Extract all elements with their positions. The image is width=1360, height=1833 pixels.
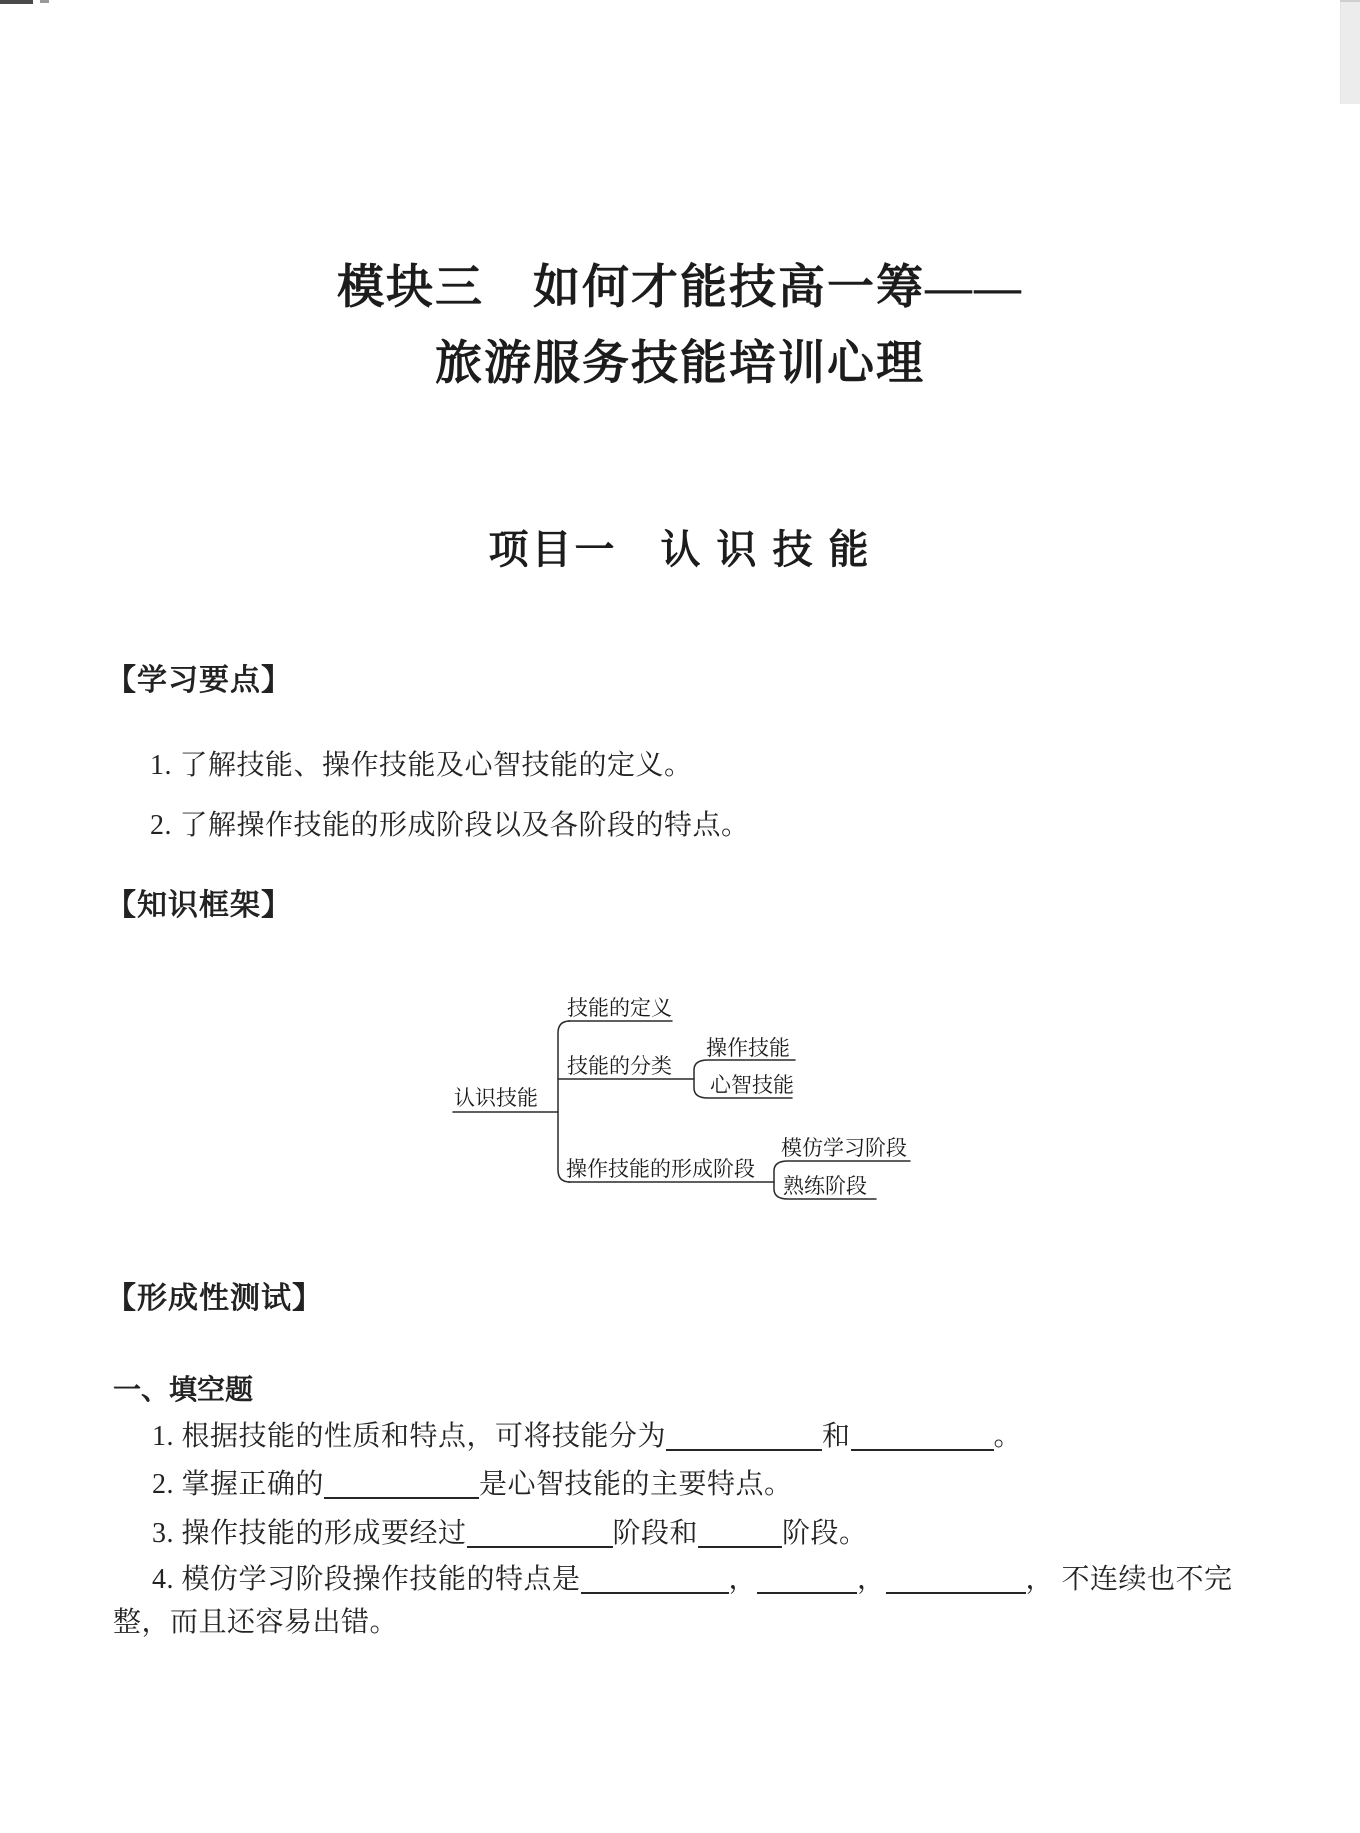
question-2-text: 是心智技能的主要特点。 <box>479 1469 793 1500</box>
fill-blank <box>324 1471 479 1499</box>
framework-branch1-label: 技能的定义 <box>567 996 672 1020</box>
fill-blank <box>467 1520 613 1548</box>
chapter-title-line2: 旅游服务技能培训心理 <box>435 338 925 390</box>
question-1-text: 。 <box>993 1421 1023 1452</box>
question-4-text: ， <box>857 1564 886 1595</box>
question-4-text: 4. 模仿学习阶段操作技能的特点是 <box>152 1564 581 1595</box>
fill-blank <box>757 1566 857 1594</box>
framework-branch2-child2-label: 心智技能 <box>710 1073 794 1097</box>
framework-root-label: 认识技能 <box>454 1086 538 1110</box>
test-heading: 【形成性测试】 <box>106 1282 323 1315</box>
scan-edge-artifact <box>0 0 33 4</box>
question-4-continuation: 整，而且还容易出错。 <box>113 1607 399 1638</box>
scrollbar-track-edge <box>1340 0 1360 2</box>
learning-point-item: 2. 了解操作技能的形成阶段以及各阶段的特点。 <box>150 810 750 841</box>
framework-branch2-child1-label: 操作技能 <box>706 1036 790 1060</box>
scrollbar-track[interactable] <box>1340 0 1360 104</box>
fill-blank <box>666 1423 822 1451</box>
question-1-text: 1. 根据技能的性质和特点，可将技能分为 <box>152 1421 667 1452</box>
framework-branch3-label: 操作技能的形成阶段 <box>566 1157 755 1181</box>
project-title: 项目一 认 识 技 能 <box>488 527 872 572</box>
fill-in-blank-subheading: 一、填空题 <box>113 1374 254 1405</box>
question-3-text: 阶段和 <box>612 1518 699 1549</box>
question-3 <box>152 1511 868 1551</box>
question-3-text: 3. 操作技能的形成要经过 <box>152 1518 467 1549</box>
question-4 <box>152 1557 1233 1597</box>
chapter-title <box>0 250 1360 402</box>
knowledge-framework-diagram <box>440 985 920 1220</box>
question-4-text: ， <box>728 1564 758 1595</box>
fill-blank <box>851 1423 994 1451</box>
question-2 <box>152 1462 793 1502</box>
fill-blank <box>886 1566 1026 1594</box>
fill-blank <box>581 1566 729 1594</box>
chapter-title-line1: 模块三 如何才能技高一筹—— <box>337 262 1023 314</box>
framework-branch2-label: 技能的分类 <box>567 1054 672 1078</box>
question-1-text: 和 <box>822 1421 851 1452</box>
framework-branch3-child2-label: 熟练阶段 <box>783 1174 867 1198</box>
question-3-text: 阶段。 <box>782 1518 868 1549</box>
framework-branch3-child1-label: 模仿学习阶段 <box>781 1136 907 1160</box>
framework-heading: 【知识框架】 <box>106 889 292 922</box>
scan-edge-artifact-small <box>40 0 49 3</box>
question-4-text: ， 不连续也不完 <box>1025 1564 1233 1595</box>
question-2-text: 2. 掌握正确的 <box>152 1469 325 1500</box>
learning-point-item: 1. 了解技能、操作技能及心智技能的定义。 <box>150 750 693 781</box>
question-1 <box>152 1414 1022 1454</box>
fill-blank <box>698 1520 782 1548</box>
learning-points-heading: 【学习要点】 <box>106 664 292 697</box>
